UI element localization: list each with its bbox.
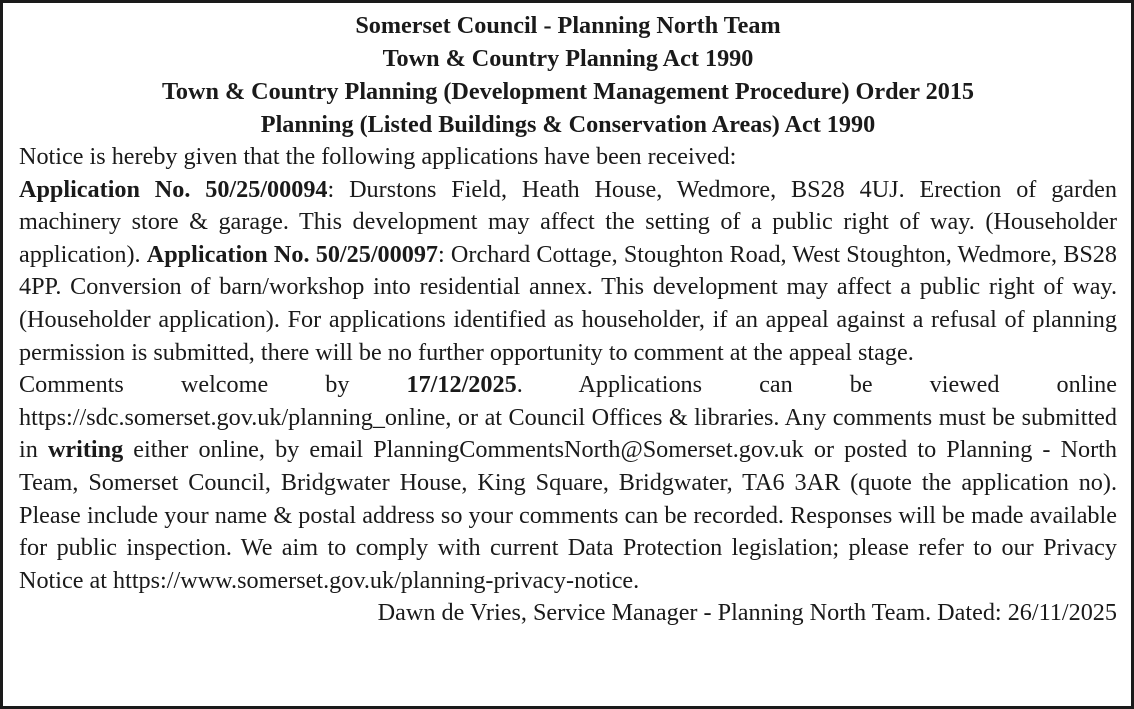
heading-act-1990: Town & Country Planning Act 1990 xyxy=(382,45,754,72)
heading-council: Somerset Council - Planning North Team xyxy=(355,12,781,39)
application-number: Application No. 50/25/00097 xyxy=(146,240,439,268)
heading-order-2015: Town & Country Planning (Development Management Procedure) Order 2015 xyxy=(161,78,975,105)
application-details: : Orchard Cottage, Stoughton Road, West Stoughton, Wedmore, BS28 4PP. Conversion of barn/workshop into residential annex. This development may affect a public right of way. (Householder application). For applications identified as householder, if an appeal against a refusal of planning permission is submitted, there will be no further opportunity to comment at the appeal stage. xyxy=(19,240,1117,366)
comments-middle: . Applications can be viewed online https://sdc.somerset.gov.uk/planning_online, or at Council Offices & libraries. Any comments must be submitted in xyxy=(19,371,1117,464)
comments-paragraph xyxy=(19,369,1117,597)
comments-prefix: Comments welcome by xyxy=(19,371,407,399)
application-number: Application No. 50/25/00094 xyxy=(19,175,328,203)
heading-listed-buildings-act: Planning (Listed Buildings & Conservation Areas) Act 1990 xyxy=(260,111,876,138)
application-details: : Durstons Field, Heath House, Wedmore, BS28 4UJ. Erection of garden machinery store & garage. This development may affect the setting of a public right of way. (Householder application). xyxy=(19,175,1117,268)
signature-line: Dawn de Vries, Service Manager - Planning North Team. Dated: 26/11/2025 xyxy=(377,599,1117,627)
comments-suffix: either online, by email PlanningCommentsNorth@Somerset.gov.uk or posted to Planning - North Team, Somerset Council, Bridgwater House, King Square, Bridgwater, TA6 3AR (quote the application no). Please include your name & postal address so your comments can be recorded. Responses will be made available for public inspection. We aim to comply with current Data Protection legislation; please refer to our Privacy Notice at https://www.somerset.gov.uk/planning-privacy-notice. xyxy=(19,436,1117,594)
notice-headings xyxy=(19,9,1117,141)
comments-emphasis: writing xyxy=(47,436,124,464)
applications-paragraph xyxy=(19,174,1117,370)
comments-deadline: 17/12/2025 xyxy=(406,371,517,399)
intro-line: Notice is hereby given that the following applications have been received: xyxy=(19,143,737,170)
